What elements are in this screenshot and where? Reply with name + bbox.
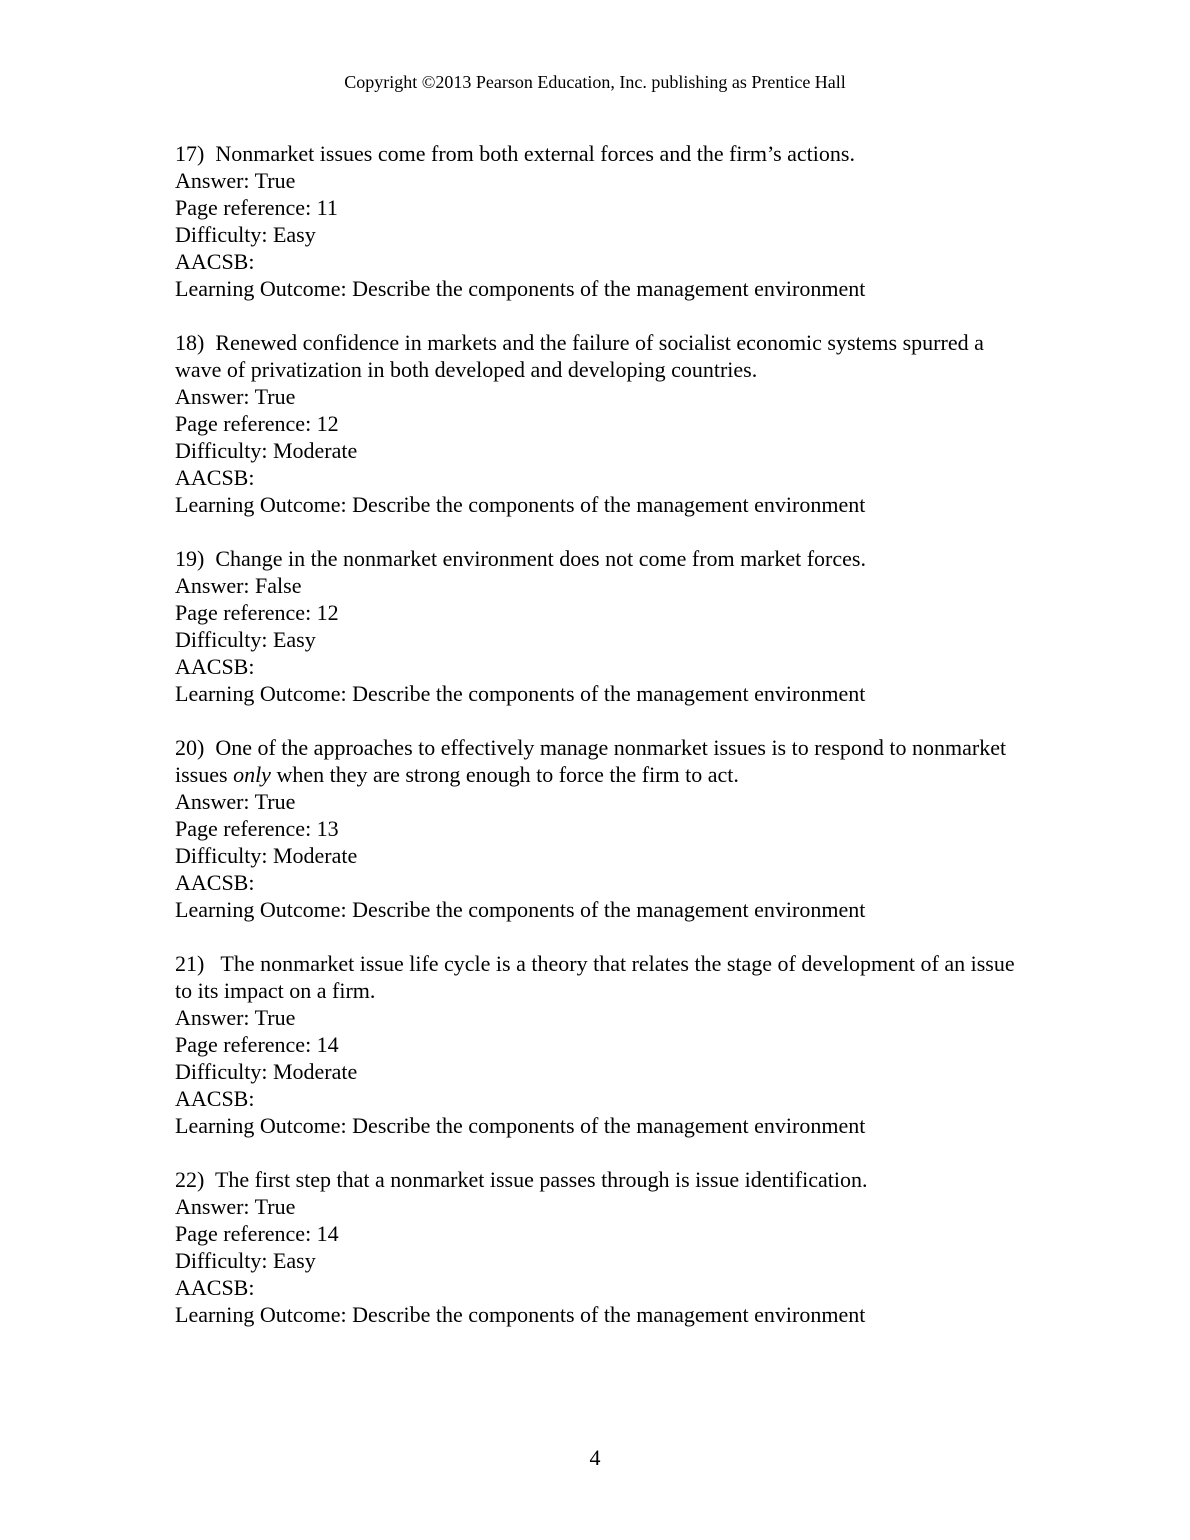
question-text: 21) The nonmarket issue life cycle is a theory that relates the stage of development of an issue to its impact on a firm. (175, 951, 1021, 1003)
question-22 (175, 1166, 1035, 1328)
difficulty: Difficulty: Easy (175, 1248, 316, 1273)
question-number: 19) (175, 546, 205, 571)
answer: Answer: True (175, 384, 296, 409)
question-17 (175, 140, 1035, 302)
page-reference: Page reference: 12 (175, 411, 339, 436)
aacsb: AACSB: (175, 249, 255, 274)
question-18 (175, 329, 1035, 518)
question-number: 18) (175, 330, 205, 355)
page-reference: Page reference: 13 (175, 816, 339, 841)
answer: Answer: True (175, 789, 296, 814)
difficulty: Difficulty: Moderate (175, 1059, 358, 1084)
question-number: 22) (175, 1167, 205, 1192)
learning-outcome: Learning Outcome: Describe the components of the management environment (175, 681, 866, 706)
learning-outcome: Learning Outcome: Describe the components of the management environment (175, 276, 866, 301)
learning-outcome: Learning Outcome: Describe the components of the management environment (175, 1113, 866, 1138)
question-text: 17) Nonmarket issues come from both external forces and the firm’s actions. (175, 141, 855, 166)
aacsb: AACSB: (175, 1275, 255, 1300)
aacsb: AACSB: (175, 465, 255, 490)
question-list (175, 140, 1035, 1355)
learning-outcome: Learning Outcome: Describe the components of the management environment (175, 1302, 866, 1327)
answer: Answer: True (175, 168, 296, 193)
emphasis-text: only (233, 762, 271, 787)
page-reference: Page reference: 11 (175, 195, 338, 220)
question-text: 20) One of the approaches to effectively manage nonmarket issues is to respond to nonmarket issues only when they are strong enough to force the firm to act. (175, 735, 1012, 787)
learning-outcome: Learning Outcome: Describe the components of the management environment (175, 492, 866, 517)
difficulty: Difficulty: Moderate (175, 438, 358, 463)
answer: Answer: True (175, 1194, 296, 1219)
question-text: 19) Change in the nonmarket environment does not come from market forces. (175, 546, 866, 571)
page-number: 4 (589, 1445, 601, 1470)
question-21 (175, 950, 1035, 1139)
answer: Answer: False (175, 573, 302, 598)
question-20 (175, 734, 1035, 923)
question-text: 22) The first step that a nonmarket issue passes through is issue identification. (175, 1167, 868, 1192)
difficulty: Difficulty: Easy (175, 222, 316, 247)
aacsb: AACSB: (175, 1086, 255, 1111)
aacsb: AACSB: (175, 654, 255, 679)
question-text: 18) Renewed confidence in markets and the failure of socialist economic systems spurred a wave of privatization in both developed and developing countries. (175, 330, 990, 382)
copyright-header: Copyright ©2013 Pearson Education, Inc. publishing as Prentice Hall (344, 72, 846, 92)
page-reference: Page reference: 14 (175, 1032, 339, 1057)
question-number: 20) (175, 735, 205, 760)
question-number: 17) (175, 141, 205, 166)
page-reference: Page reference: 14 (175, 1221, 339, 1246)
answer: Answer: True (175, 1005, 296, 1030)
question-19 (175, 545, 1035, 707)
page-reference: Page reference: 12 (175, 600, 339, 625)
difficulty: Difficulty: Moderate (175, 843, 358, 868)
question-number: 21) (175, 951, 205, 976)
aacsb: AACSB: (175, 870, 255, 895)
difficulty: Difficulty: Easy (175, 627, 316, 652)
learning-outcome: Learning Outcome: Describe the components of the management environment (175, 897, 866, 922)
